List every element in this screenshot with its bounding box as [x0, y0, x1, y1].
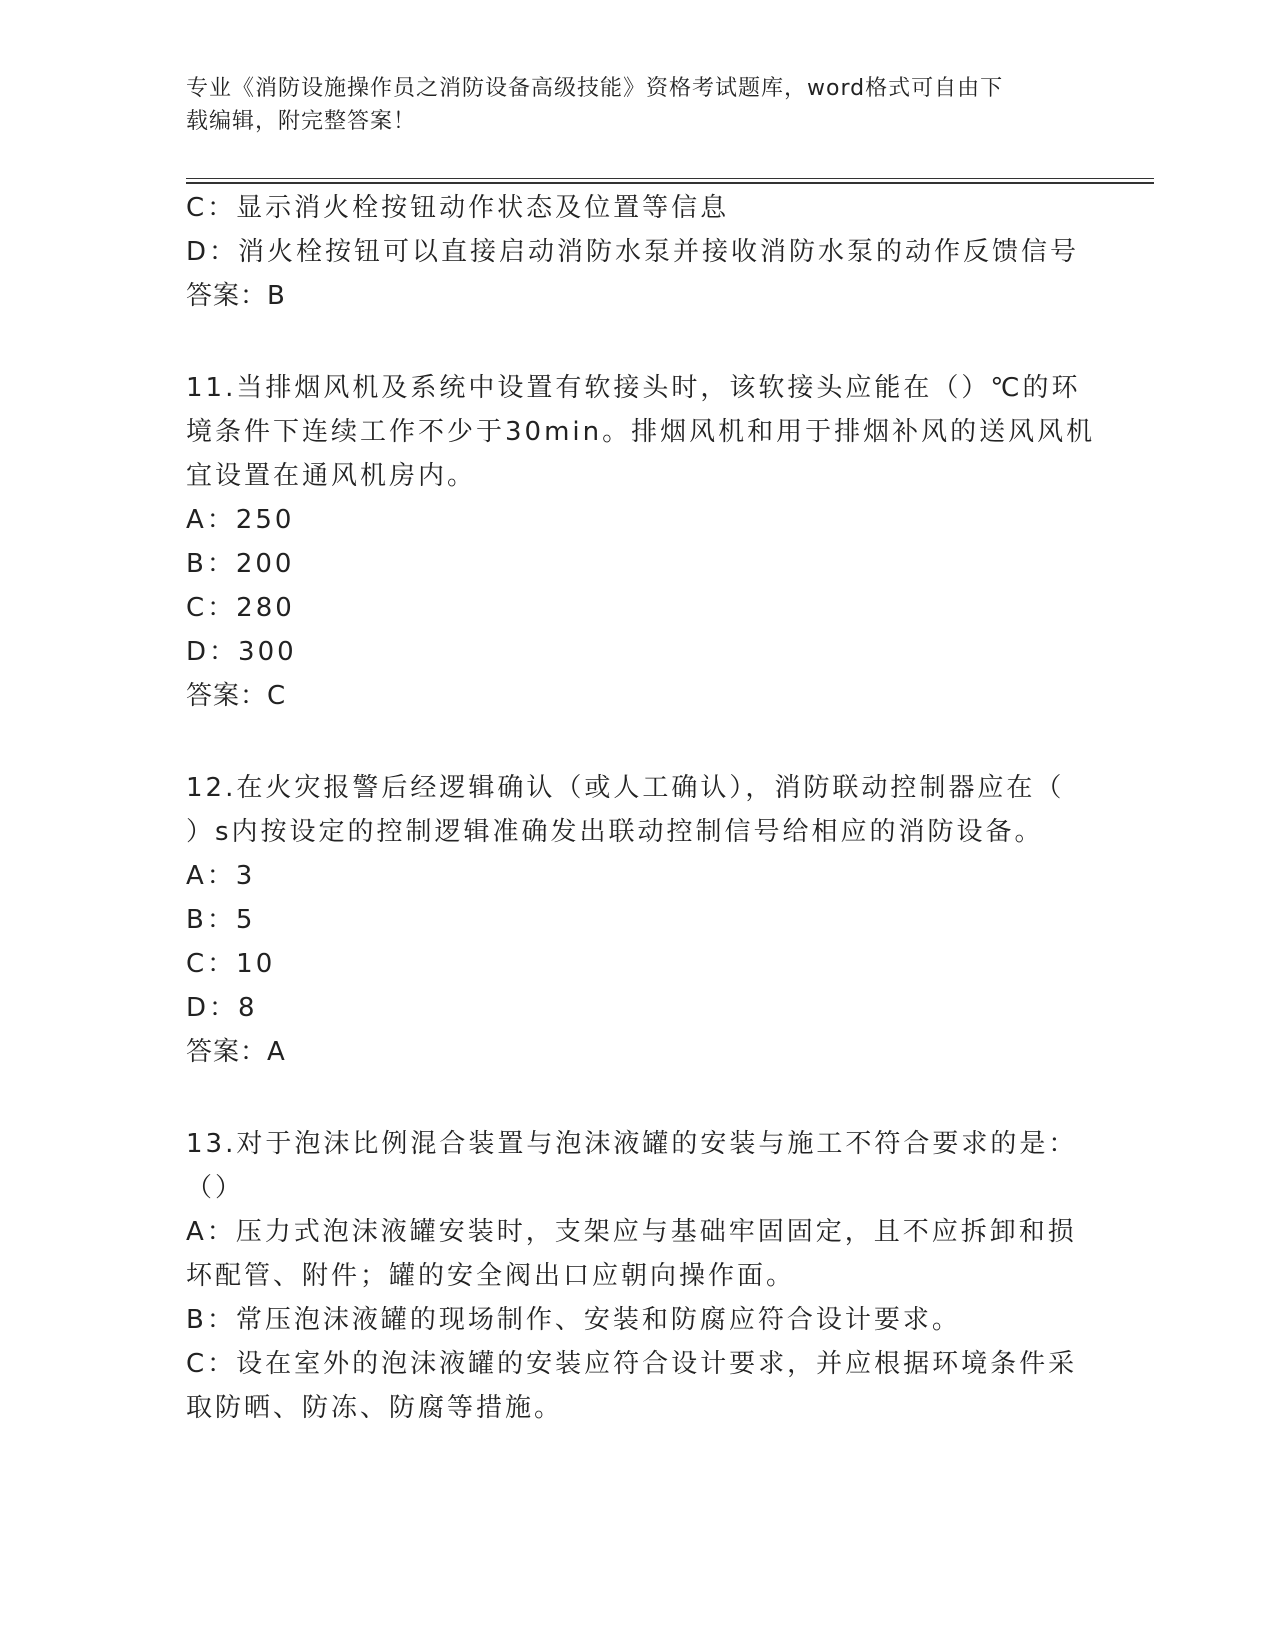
q11-stem-line-2: 境条件下连续工作不少于30min。排烟风机和用于排烟补风的送风风机 [186, 417, 1096, 447]
q11-option-c: C：280 [186, 593, 295, 623]
q11-stem-line-1: 11.当排烟风机及系统中设置有软接头时，该软接头应能在（）℃的环 [186, 373, 1081, 403]
q13-option-c-line-1: C：设在室外的泡沫液罐的安装应符合设计要求，并应根据环境条件采 [186, 1349, 1078, 1379]
q13-stem-line-2: （） [186, 1173, 245, 1203]
header-divider-thin [186, 178, 1154, 179]
header-divider-thick [186, 182, 1154, 184]
header-line-2: 载编辑，附完整答案！ [186, 109, 417, 134]
q10-option-c: C：显示消火栓按钮动作状态及位置等信息 [186, 193, 730, 223]
q11-option-b: B：200 [186, 549, 295, 579]
q10-option-d: D：消火栓按钮可以直接启动消防水泵并接收消防水泵的动作反馈信号 [186, 237, 1080, 267]
q11-option-a: A：250 [186, 505, 295, 535]
q13-option-c-line-2: 取防晒、防冻、防腐等措施。 [186, 1393, 564, 1423]
q12-stem-line-1: 12.在火灾报警后经逻辑确认（或人工确认），消防联动控制器应在（ [186, 773, 1065, 803]
q13-option-b: B：常压泡沫液罐的现场制作、安装和防腐应符合设计要求。 [186, 1305, 961, 1335]
q12-answer: 答案：A [186, 1037, 286, 1067]
q12-stem-line-2: ）s内按设定的控制逻辑准确发出联动控制信号给相应的消防设备。 [186, 817, 1044, 847]
q12-option-a: A：3 [186, 861, 256, 891]
q10-answer: 答案：B [186, 281, 286, 311]
q13-stem-line-1: 13.对于泡沫比例混合装置与泡沫液罐的安装与施工不符合要求的是： [186, 1129, 1078, 1159]
header-line-1: 专业《消防设施操作员之消防设备高级技能》资格考试题库，word格式可自由下 [186, 76, 1004, 101]
document-header [186, 72, 1086, 138]
q11-answer: 答案：C [186, 681, 287, 711]
q12-option-b: B：5 [186, 905, 256, 935]
q13-option-a-line-2: 坏配管、附件；罐的安全阀出口应朝向操作面。 [186, 1261, 796, 1291]
q12-option-d: D：8 [186, 993, 258, 1023]
q13-option-a-line-1: A：压力式泡沫液罐安装时，支架应与基础牢固固定，且不应拆卸和损 [186, 1217, 1077, 1247]
q11-option-d: D：300 [186, 637, 297, 667]
q11-stem-line-3: 宜设置在通风机房内。 [186, 461, 477, 491]
q12-option-c: C：10 [186, 949, 276, 979]
